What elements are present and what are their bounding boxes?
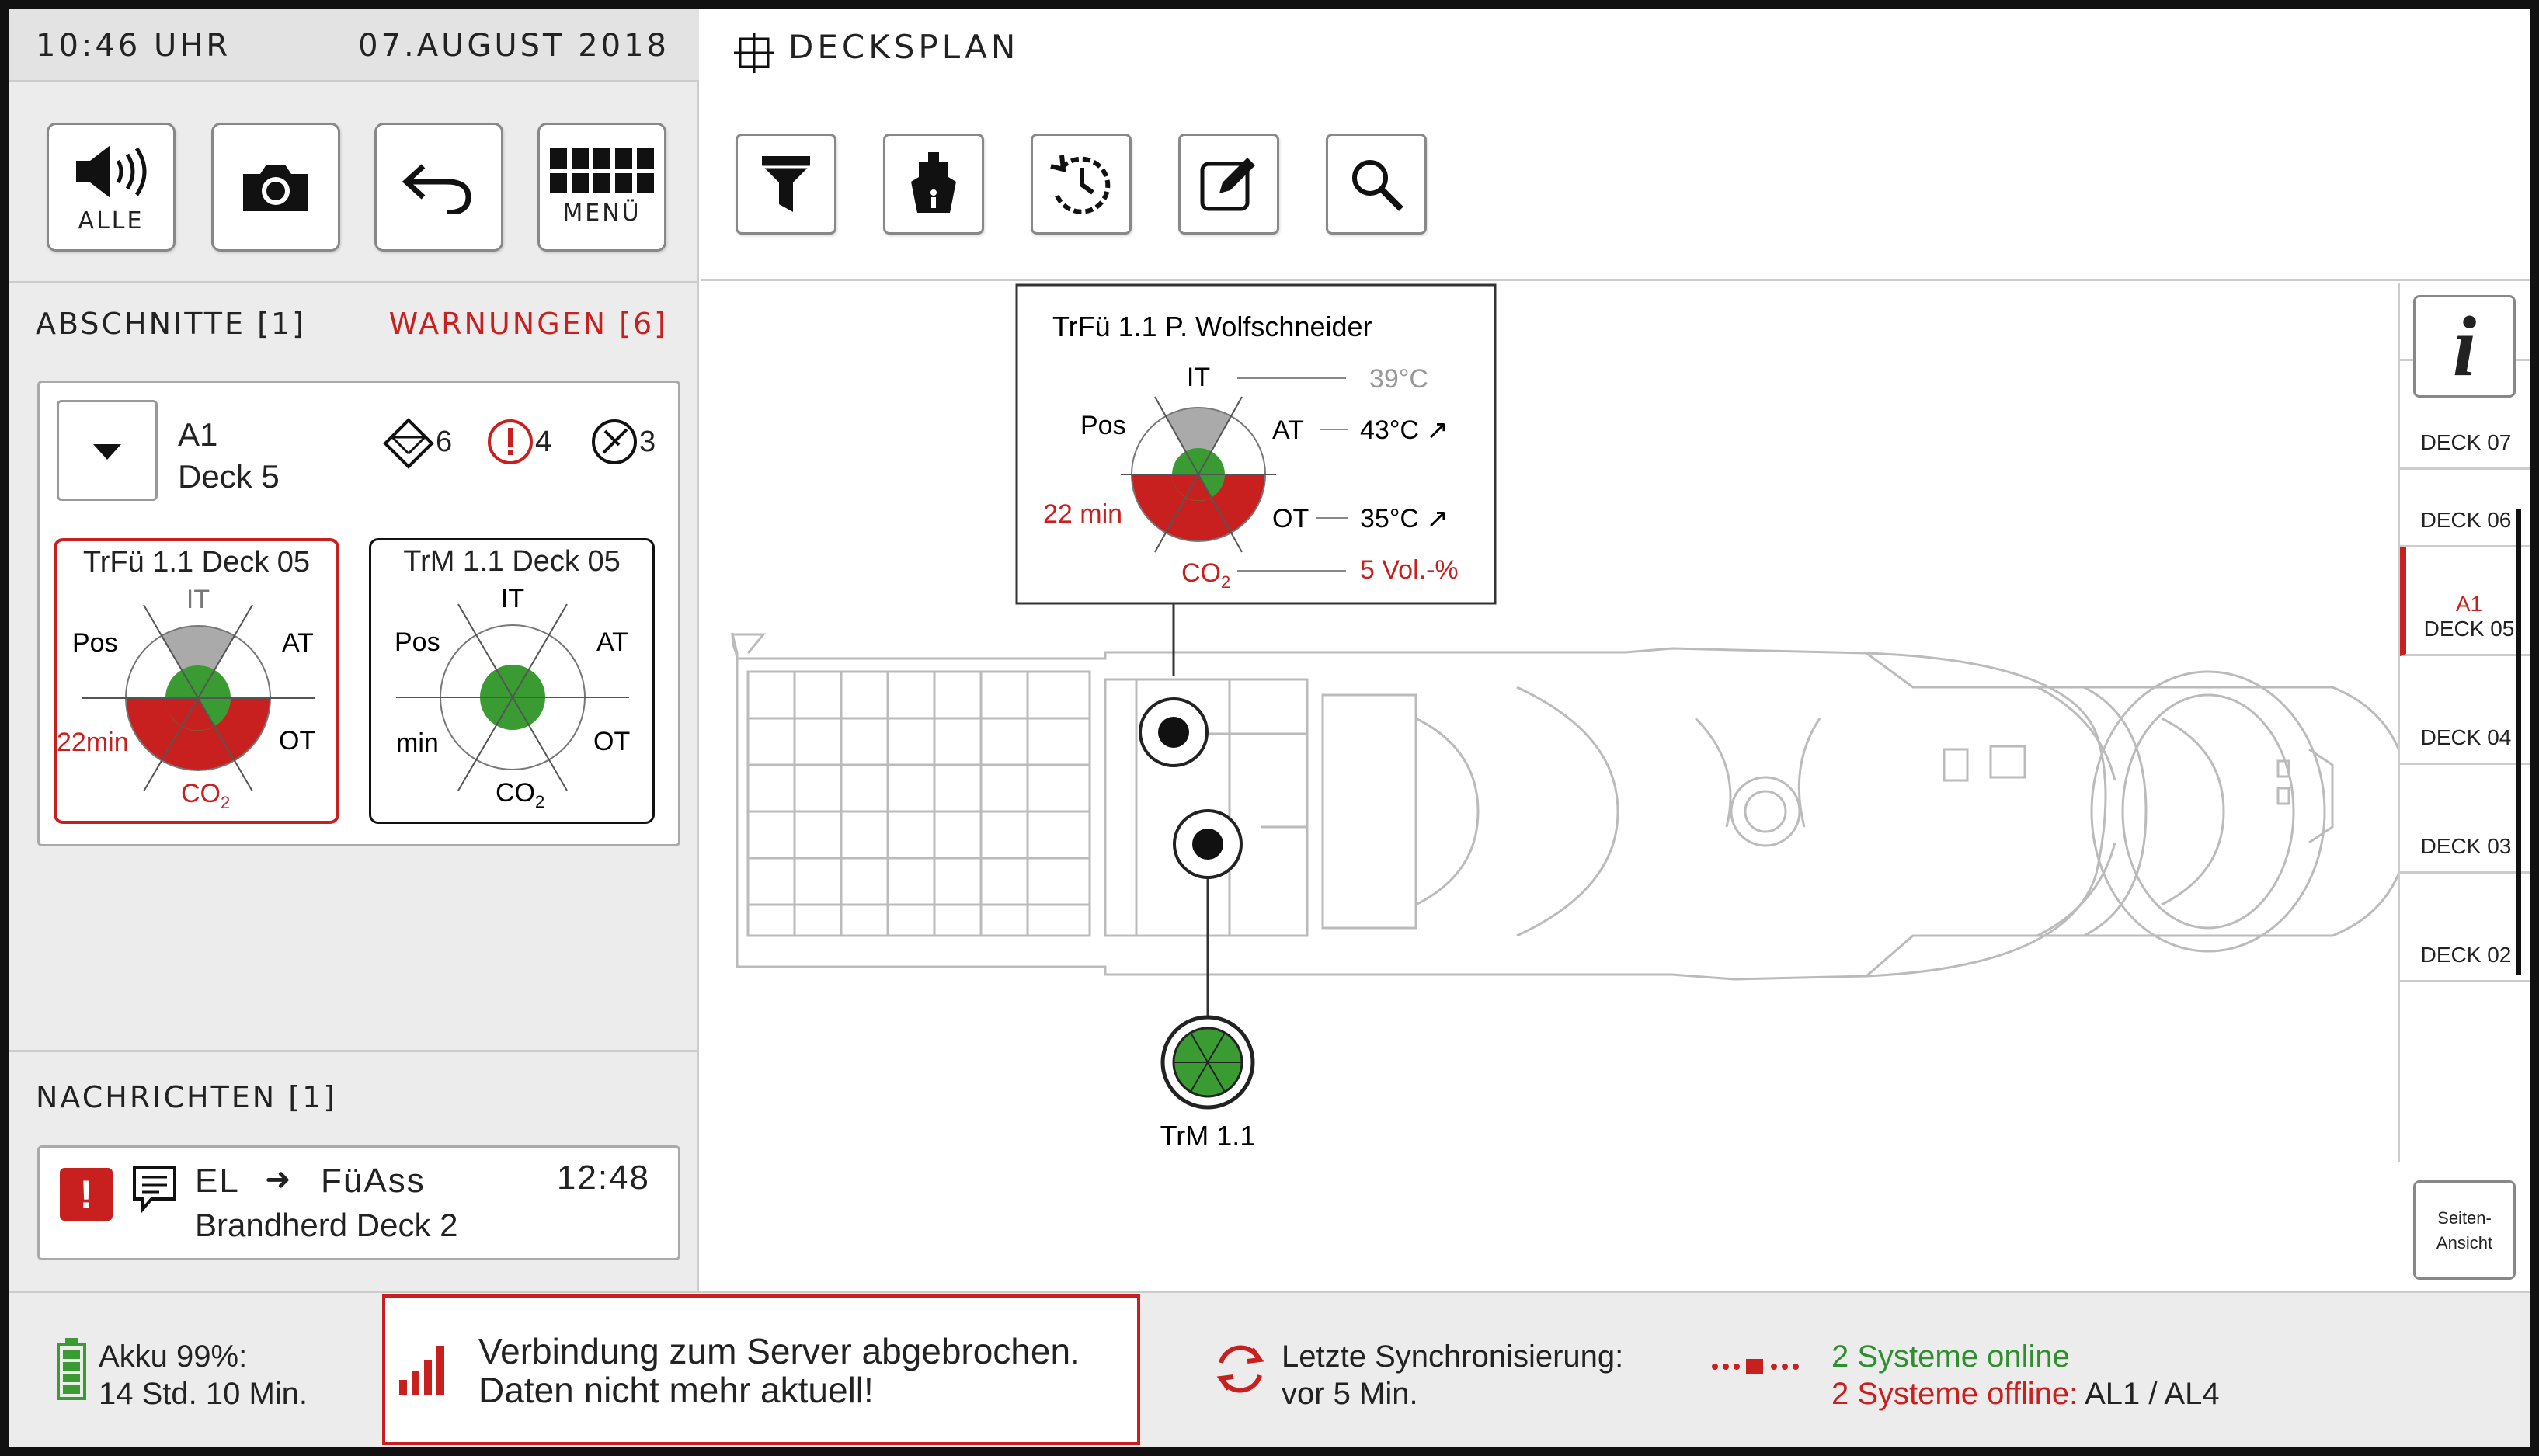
alert-line-2: Daten nicht mehr aktuell!: [478, 1370, 874, 1410]
messages-title: NACHRICHTEN [1]: [36, 1080, 338, 1114]
battery-status: Akku 99%: 14 Std. 10 Min.: [99, 1340, 308, 1411]
date: 07.AUGUST 2018: [358, 28, 670, 64]
search-icon: [1345, 153, 1407, 215]
deck-item-02[interactable]: DECK 02: [2400, 874, 2530, 982]
deck-item-07[interactable]: DECK 07: [2400, 361, 2530, 470]
undo-icon: [400, 160, 478, 214]
message-text: Brandherd Deck 2: [195, 1207, 458, 1243]
popup-ot-value: 35°C ↗: [1360, 504, 1449, 533]
section-card: [37, 381, 680, 846]
sensor-gauge: [57, 588, 336, 821]
section-dropdown-button[interactable]: [57, 400, 158, 501]
sensor-marker-trm[interactable]: [1163, 1017, 1253, 1107]
deck-item-04[interactable]: DECK 04: [2400, 656, 2530, 765]
clock: 10:46 UHR: [36, 28, 231, 64]
co2-sub: 2: [221, 793, 231, 812]
pos-label: Pos: [72, 628, 118, 658]
main-toolbar: [701, 9, 2530, 281]
popup-title: TrFü 1.1 P. Wolfschneider: [1052, 311, 1372, 342]
camera-button[interactable]: [211, 123, 340, 252]
messages-header: [9, 1050, 699, 1135]
camera-icon: [238, 160, 313, 214]
alert-line-1: Verbindung zum Server abgebrochen.: [478, 1331, 1080, 1371]
deck-scrollbar[interactable]: [2516, 509, 2521, 975]
message-time: 12:48: [556, 1159, 650, 1197]
message-from: EL: [195, 1162, 240, 1200]
edit-icon: [1198, 153, 1260, 215]
side-view-button[interactable]: Seiten- Ansicht: [2413, 1180, 2516, 1280]
at-label: AT: [282, 628, 314, 658]
deck-list: [2398, 283, 2530, 1162]
pos-label: Pos: [395, 627, 440, 657]
left-panel: [9, 9, 699, 1291]
systems-offline-label: 2 Systeme offline:: [1831, 1377, 2078, 1411]
alert-icon: !: [60, 1168, 113, 1221]
it-label: IT: [500, 587, 525, 613]
filter-button[interactable]: [736, 134, 836, 235]
popup-ot-label: OT: [1272, 504, 1309, 533]
popup-co2-label: CO: [1181, 558, 1221, 588]
popup-it-value: 39°C: [1369, 364, 1428, 394]
co2-label: CO: [496, 778, 535, 808]
popup-co2-sub: 2: [1221, 572, 1231, 592]
sensor-card-trm[interactable]: [369, 538, 655, 824]
stat-alerts-count: 4: [535, 426, 552, 458]
systems-online: 2 Systeme online: [1831, 1340, 2070, 1374]
section-deck: Deck 5: [178, 458, 280, 495]
stat-detectors[interactable]: [381, 417, 452, 471]
stat-alerts[interactable]: [485, 417, 551, 467]
it-label: IT: [186, 588, 210, 614]
trm-label: TrM 1.1: [1160, 1120, 1256, 1152]
time-label: min: [396, 728, 439, 758]
menu-button[interactable]: [537, 123, 666, 252]
speaker-label: ALLE: [78, 207, 144, 235]
menu-label: MENÜ: [562, 199, 642, 227]
sensor-marker-trfu[interactable]: [1140, 699, 1207, 766]
speaker-all-button[interactable]: [47, 123, 176, 252]
popup-time: 22 min: [1043, 499, 1123, 529]
info-button[interactable]: [2413, 295, 2516, 398]
sections-header: [9, 281, 699, 341]
deck-item-05[interactable]: A1 DECK 05: [2400, 547, 2530, 656]
message-item[interactable]: [37, 1145, 680, 1260]
history-icon: [1046, 149, 1116, 219]
deck-item-06[interactable]: DECK 06: [2400, 470, 2530, 547]
edit-button[interactable]: [1178, 134, 1279, 235]
page-title: DECKSPLAN: [788, 28, 1020, 66]
deck-active-section: A1: [2455, 592, 2483, 616]
co2-sub: 2: [535, 792, 545, 811]
sensor-popup: [1017, 285, 1495, 603]
speaker-icon: [68, 141, 154, 203]
deckplan-icon: [734, 33, 774, 73]
stat-disabled-count: 3: [639, 426, 656, 458]
chevron-down-icon: [59, 402, 155, 499]
ot-label: OT: [593, 727, 631, 756]
sensor-card-trfu[interactable]: [54, 538, 339, 824]
stat-detectors-count: 6: [436, 426, 453, 458]
at-label: AT: [596, 627, 628, 657]
popup-it-label: IT: [1186, 363, 1211, 392]
systems-status: [1831, 1338, 2220, 1413]
popup-co2-value: 5 Vol.-%: [1360, 555, 1459, 585]
section-name: [178, 414, 280, 498]
grid-menu-icon: [550, 148, 654, 195]
sensor-title: TrFü 1.1 Deck 05: [82, 546, 311, 579]
co2-label: CO: [181, 779, 221, 808]
fire-detector-icon: [381, 417, 436, 471]
popup-pos-label: Pos: [1080, 411, 1126, 440]
systems-offline-list: AL1 / AL4: [2085, 1377, 2220, 1411]
filter-icon: [759, 153, 813, 215]
status-bar: [9, 1291, 2530, 1447]
signal-icon: [399, 1343, 449, 1397]
popup-at-label: AT: [1272, 415, 1304, 445]
message-icon: [131, 1165, 178, 1214]
warnings-link[interactable]: WARNUNGEN [6]: [388, 307, 668, 341]
ship-icon: [906, 149, 961, 219]
connection-alert[interactable]: [382, 1294, 1140, 1445]
sync-icon: [1213, 1340, 1268, 1399]
sections-title: ABSCHNITTE [1]: [36, 307, 306, 341]
sensor-gauge: [371, 587, 651, 820]
disabled-icon: [590, 417, 639, 467]
time-label: 22min: [57, 728, 129, 757]
section-id: A1: [178, 416, 218, 453]
history-button[interactable]: [1031, 134, 1132, 235]
ot-label: OT: [279, 726, 316, 756]
back-button[interactable]: [374, 123, 503, 252]
sync-status: Letzte Synchronisierung: vor 5 Min.: [1282, 1340, 1624, 1411]
popup-at-value: 43°C ↗: [1360, 415, 1449, 445]
search-button[interactable]: [1326, 134, 1427, 235]
arrow-right-icon: ➜: [265, 1162, 291, 1197]
sensor-title: TrM 1.1 Deck 05: [403, 545, 621, 578]
ship-button[interactable]: [883, 134, 984, 235]
stat-disabled[interactable]: [590, 417, 656, 467]
top-bar: [9, 9, 699, 82]
info-icon: i: [2452, 298, 2477, 394]
network-icon: [1710, 1355, 1803, 1378]
ship-outline: [732, 633, 2398, 979]
alert-circle-icon: [485, 417, 535, 467]
svg-text:CO2: [496, 778, 544, 811]
deck-item-03[interactable]: DECK 03: [2400, 765, 2530, 874]
deck-plan: [701, 283, 2398, 1291]
battery-icon: [56, 1338, 87, 1400]
message-to: FüAss: [321, 1162, 426, 1200]
sensor-marker-second[interactable]: [1174, 811, 1241, 877]
svg-text:CO2: [181, 779, 230, 812]
